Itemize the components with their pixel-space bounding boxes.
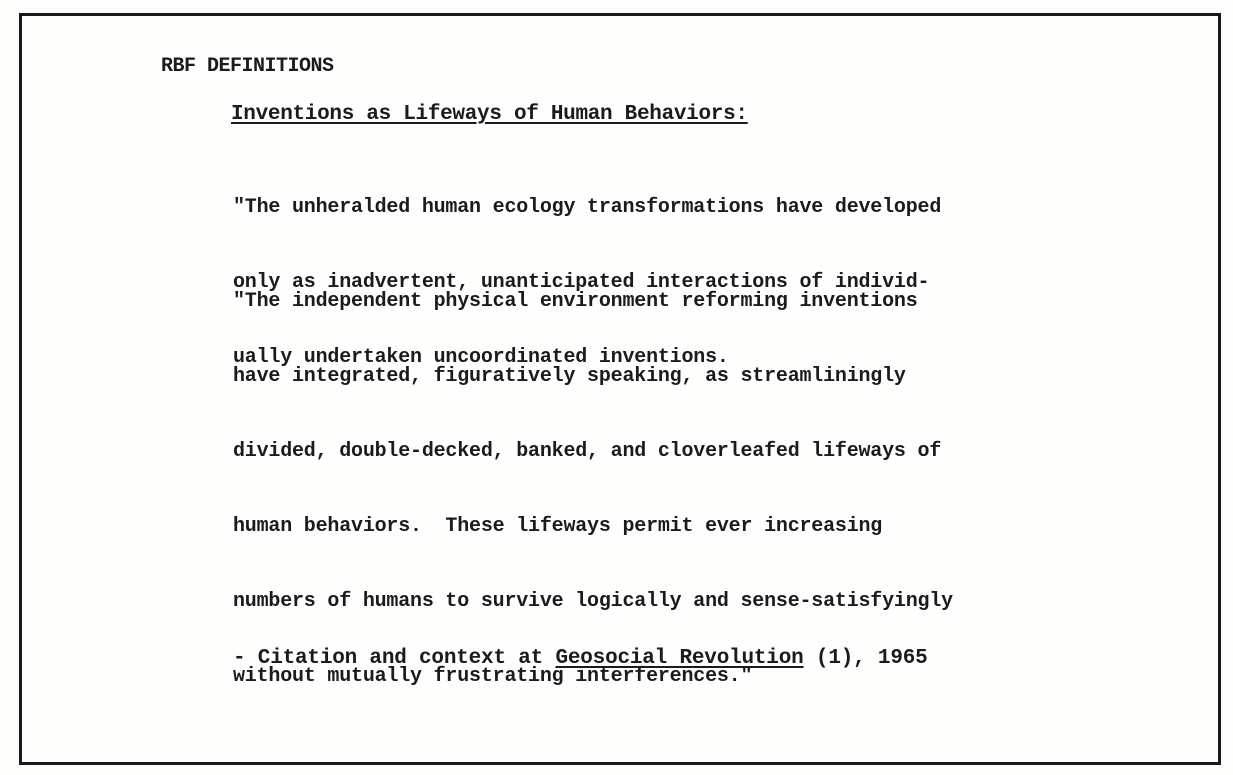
citation-prefix: - Citation and context at <box>233 647 556 670</box>
paragraph-line: ually undertaken uncoordinated inventions. <box>233 346 729 369</box>
paragraph-line: only as inadvertent, unanticipated interactions of individ- <box>233 271 930 294</box>
citation-suffix: (1), 1965 <box>803 647 928 670</box>
paragraph-line: "The unheralded human ecology transformations have developed <box>233 196 942 219</box>
paragraph-line: human behaviors. These lifeways permit ever increasing <box>233 515 883 538</box>
definition-heading: Inventions as Lifeways of Human Behaviors: <box>231 103 748 126</box>
source-link[interactable]: Geosocial Revolution <box>555 647 804 670</box>
paragraph-line: without mutually frustrating interferences." <box>233 665 753 688</box>
paragraph-line: numbers of humans to survive logically and sense-satisfyingly <box>233 590 953 613</box>
paragraph-line: have integrated, figuratively speaking, as streamliningly <box>233 365 906 388</box>
paragraph-line: "The independent physical environment reforming inventions <box>233 290 918 313</box>
paragraph-line: divided, double-decked, banked, and cloverleafed lifeways of <box>233 440 942 463</box>
section-label: RBF DEFINITIONS <box>161 55 334 78</box>
citation-line <box>233 647 928 670</box>
